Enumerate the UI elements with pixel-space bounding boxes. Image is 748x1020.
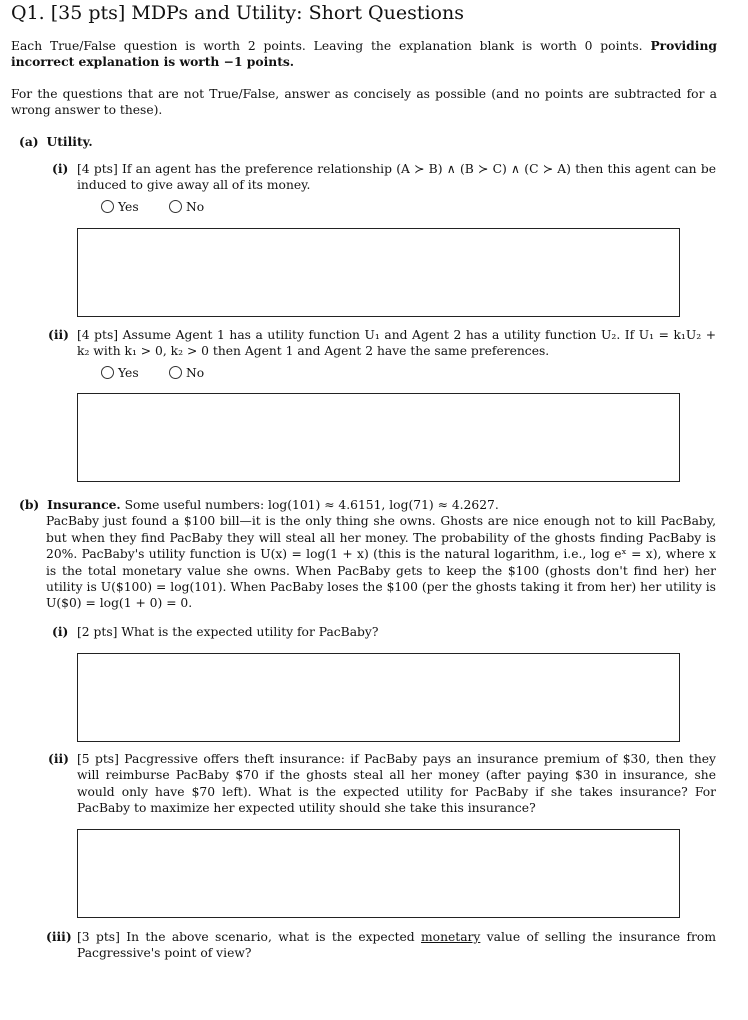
- answer-box-b-ii[interactable]: [77, 829, 680, 918]
- radio-a-ii-yes[interactable]: [101, 365, 139, 381]
- radio-a-i-yes[interactable]: [101, 199, 139, 215]
- question-b-iii: [46, 929, 716, 962]
- part-a-label: (a): [19, 134, 39, 149]
- answer-box-b-i[interactable]: [77, 653, 680, 742]
- question-a-ii-number: (ii): [48, 327, 69, 342]
- question-b-ii: [48, 751, 716, 817]
- part-a-heading: [19, 134, 93, 150]
- radio-circle-icon[interactable]: [101, 366, 114, 379]
- useful-numbers: Some useful numbers: log(101) ≈ 4.6151, log(71) ≈ 4.2627.: [120, 498, 499, 512]
- question-b-ii-number: (ii): [48, 751, 69, 766]
- radio-a-i-no[interactable]: [169, 199, 204, 215]
- grading-instructions-text: Each True/False question is worth 2 points. Leaving the explanation blank is worth 0 points.: [11, 39, 651, 53]
- question-a-i-text: [4 pts] If an agent has the preference relationship (A ≻ B) ∧ (B ≻ C) ∧ (C ≻ A) then this agent can be induced to give away all of its money.: [77, 162, 716, 193]
- radio-a-i-yes-label: Yes: [118, 200, 139, 214]
- question-title: Q1. [35 pts] MDPs and Utility: Short Questions: [11, 2, 464, 24]
- question-b-i-text: [2 pts] What is the expected utility for PacBaby?: [77, 625, 379, 639]
- radio-circle-icon[interactable]: [169, 366, 182, 379]
- question-b-iii-text-pre: [3 pts] In the above scenario, what is the expected: [77, 930, 422, 944]
- radio-a-ii-no[interactable]: [169, 365, 204, 381]
- radio-circle-icon[interactable]: [101, 200, 114, 213]
- question-b-iii-number: (iii): [46, 929, 72, 944]
- question-b-ii-text: [5 pts] Pacgressive offers theft insurance: if PacBaby pays an insurance premium of $30, then they will reimburse PacBaby $70 if the ghosts steal all her money (after paying $30 in insurance, she would only have $70 left). What is the expected utility for PacBaby if she takes insurance? For PacBaby to maximize her expected utility should she take this insurance?: [77, 752, 716, 816]
- question-a-i-number: (i): [52, 161, 69, 176]
- answer-box-a-ii[interactable]: [77, 393, 680, 482]
- question-b-i: [52, 624, 716, 640]
- part-b-title: Insurance.: [47, 497, 121, 512]
- grading-instructions: [11, 38, 717, 71]
- question-a-ii-text: [4 pts] Assume Agent 1 has a utility function U₁ and Agent 2 has a utility function U₂. If U₁ = k₁U₂ + k₂ with k₁ > 0, k₂ > 0 then Agent 1 and Agent 2 have the same preferences.: [77, 328, 716, 359]
- question-b-i-number: (i): [52, 624, 69, 639]
- radio-circle-icon[interactable]: [169, 200, 182, 213]
- monetary-emphasis: monetary: [421, 930, 481, 944]
- question-a-ii: [48, 327, 716, 360]
- insurance-scenario: PacBaby just found a $100 bill—it is the only thing she owns. Ghosts are nice enough not to kill PacBaby, but when they find PacBaby they will steal all her money. The probability of the ghosts finding PacBaby is 20%. PacBaby's utility function is U(x) = log(1 + x) (this is the natural logarithm, i.e., log eˣ = x), where x is the total monetary value she owns. When PacBaby gets to keep the $100 (ghosts don't find her) her utility is U($100) = log(101). When PacBaby loses the $100 (per the ghosts taking it from her) her utility is U($0) = log(1 + 0) = 0.: [46, 514, 716, 611]
- answer-instructions: For the questions that are not True/False, answer as concisely as possible (and no points are subtracted for a wrong answer to these).: [11, 87, 717, 118]
- part-a-title: Utility.: [46, 134, 93, 149]
- question-a-i: [52, 161, 716, 194]
- part-b-label: (b): [19, 497, 40, 512]
- radio-a-ii-no-label: No: [186, 366, 205, 380]
- radio-a-i-no-label: No: [186, 200, 205, 214]
- question-b-iii-text: [77, 929, 716, 962]
- radio-a-ii-yes-label: Yes: [118, 366, 139, 380]
- answer-box-a-i[interactable]: [77, 228, 680, 317]
- part-b: [19, 497, 716, 612]
- grading-penalty-note: Providing incorrect explanation is worth −1 points.: [11, 38, 717, 70]
- question-b-iii-text-post: value of selling the insurance from Pacgressive's point of view?: [77, 930, 716, 961]
